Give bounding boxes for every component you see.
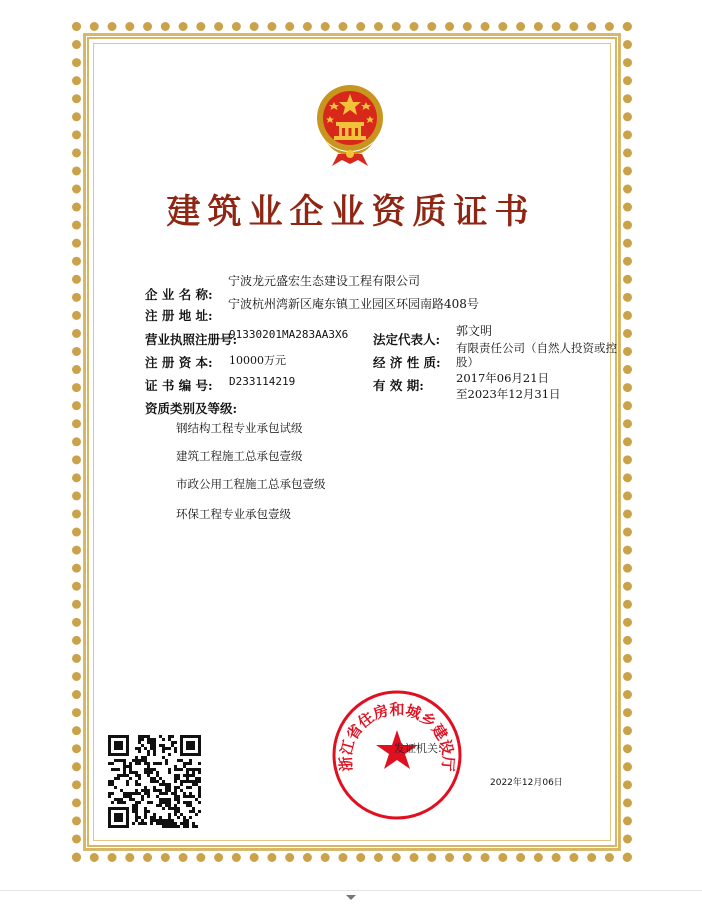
certificate-title: 建筑业企业资质证书 [166, 192, 536, 232]
validity-label: 有 效 期: [373, 378, 424, 393]
qualification-item: 环保工程专业承包壹级 [176, 507, 291, 521]
capital-label: 注 册 资 本: [145, 355, 213, 370]
license-no-label: 营业执照注册号: [145, 332, 238, 347]
chevron-down-icon[interactable] [344, 893, 358, 902]
company-name-label: 企 业 名 称: [145, 287, 213, 302]
qualification-item: 建筑工程施工总承包壹级 [176, 449, 303, 463]
address-label: 注 册 地 址: [145, 308, 213, 323]
capital-value: 10000万元 [229, 354, 286, 367]
address-value: 宁波杭州湾新区庵东镇工业园区环园南路408号 [228, 297, 479, 311]
cert-no-value: D233114219 [229, 375, 296, 388]
qualification-label: 资质类别及等级: [145, 401, 238, 416]
company-name-value: 宁波龙元盛宏生态建设工程有限公司 [228, 274, 421, 288]
econ-type-value-line1: 有限责任公司（自然人投资或控 [456, 341, 617, 355]
seal-arc-text: 浙江省住房和城乡建设厅 [336, 700, 458, 772]
qualification-item: 市政公用工程施工总承包壹级 [176, 477, 326, 491]
qualification-item: 钢结构工程专业承包试级 [176, 421, 303, 435]
cert-no-label: 证 书 编 号: [145, 378, 213, 393]
legal-rep-label: 法定代表人: [373, 332, 441, 347]
validity-start: 2017年06月21日 [456, 371, 550, 385]
license-no-value: 91330201MA283AA3X6 [229, 328, 349, 341]
qr-code-icon [107, 734, 201, 828]
legal-rep-value: 郭文明 [456, 324, 493, 338]
seal-center-text: 发证机关: [394, 742, 442, 755]
econ-type-label: 经 济 性 质: [373, 355, 441, 370]
econ-type-value-line2: 股） [456, 355, 479, 369]
issue-date: 2022年12月06日 [490, 778, 563, 788]
validity-end: 至2023年12月31日 [456, 387, 561, 401]
national-emblem-icon [312, 80, 388, 168]
